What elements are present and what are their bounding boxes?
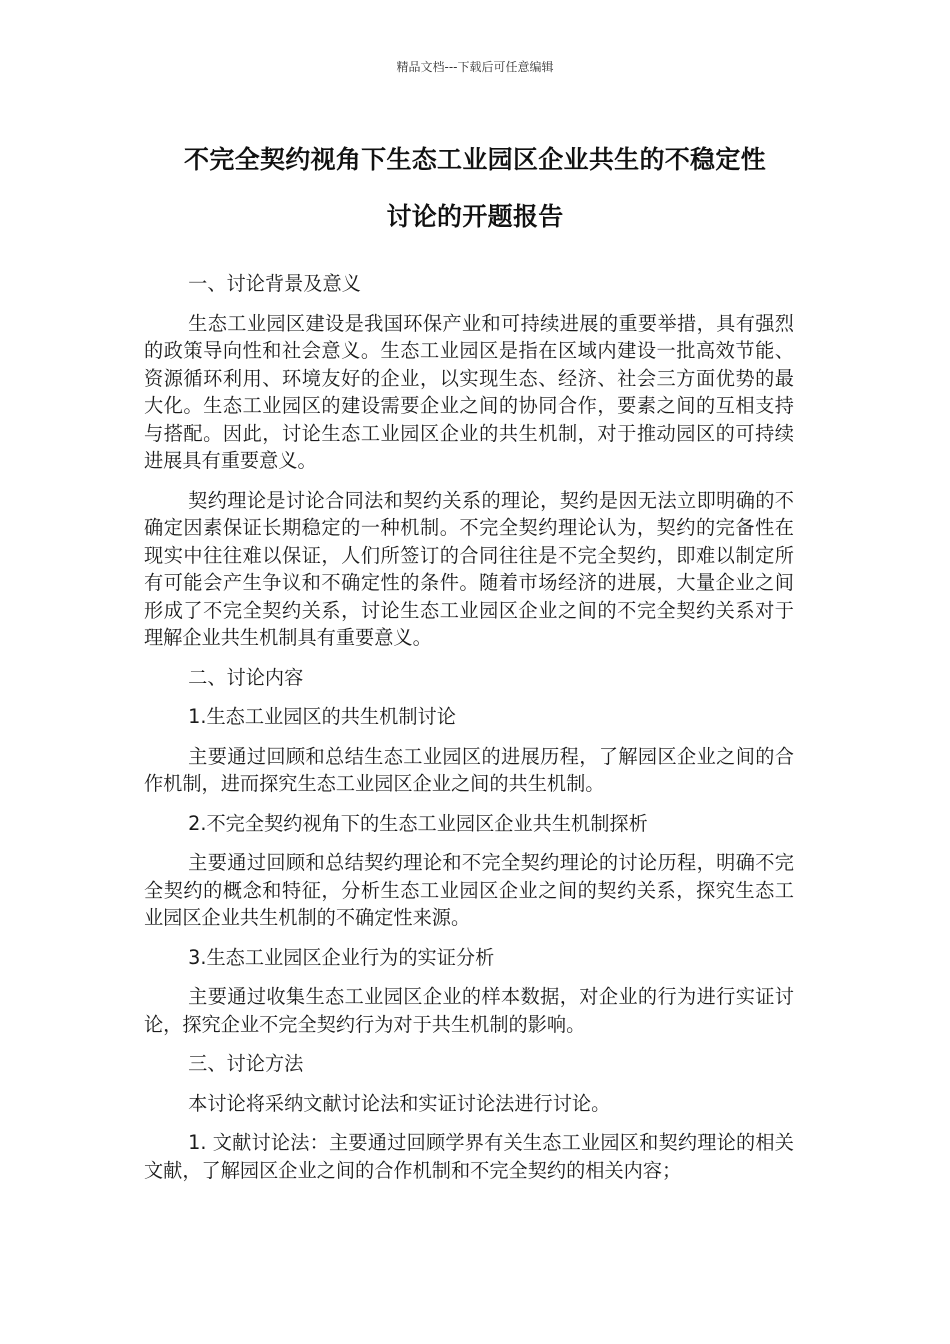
document-title-line-1: 不完全契约视角下生态工业园区企业共生的不稳定性 — [184, 145, 766, 174]
subheading-content-1: 1.生态工业园区的共生机制讨论 — [188, 705, 456, 728]
subheading-content-3: 3.生态工业园区企业行为的实证分析 — [188, 945, 495, 969]
paragraph-background-1: 生态工业园区建设是我国环保产业和可持续进展的重要举措，具有强烈的政策导向性和社会意义。生态工业园区是指在区域内建设一批高效节能、资源循环利用、环境友好的企业，以实现生态、经济、社会三方面优势的最大化。生态工业园区的建设需要企业之间的协同合作，要素之间的互相支持与搭配。因此，讨论生态工业园区企业的共生机制，对于推动园区的可持续进展具有重要意义。 — [144, 311, 794, 472]
header-note: 精品文档---下载后可任意编辑 — [396, 60, 554, 74]
document-body — [144, 270, 794, 1184]
section-heading-content: 二、讨论内容 — [188, 665, 304, 689]
section-heading-background: 一、讨论背景及意义 — [188, 272, 361, 295]
document-title-line-2: 讨论的开题报告 — [386, 202, 564, 231]
paragraph-background-2: 契约理论是讨论合同法和契约关系的理论，契约是因无法立即明确的不确定因素保证长期稳定的一种机制。不完全契约理论认为，契约的完备性在现实中往往难以保证，人们所签订的合同往往是不完全契约，即难以制定所有可能会产生争议和不确定性的条件。随着市场经济的进展，大量企业之间形成了不完全契约关系，讨论生态工业园区企业之间的不完全契约关系对于理解企业共生机制具有重要意义。 — [144, 488, 794, 649]
paragraph-methods-intro: 本讨论将采纳文献讨论法和实证讨论法进行讨论。 — [188, 1091, 611, 1115]
paragraph-content-3: 主要通过收集生态工业园区企业的样本数据，对企业的行为进行实证讨论，探究企业不完全契约行为对于共生机制的影响。 — [144, 985, 794, 1036]
paragraph-content-1: 主要通过回顾和总结生态工业园区的进展历程，了解园区企业之间的合作机制，进而探究生态工业园区企业之间的共生机制。 — [144, 744, 794, 795]
paragraph-content-2: 主要通过回顾和总结契约理论和不完全契约理论的讨论历程，明确不完全契约的概念和特征，分析生态工业园区企业之间的契约关系，探究生态工业园区企业共生机制的不确定性来源。 — [144, 851, 794, 929]
paragraph-methods-1: 1. 文献讨论法：主要通过回顾学界有关生态工业园区和契约理论的相关文献，了解园区企业之间的合作机制和不完全契约的相关内容； — [144, 1131, 794, 1182]
subheading-content-2: 2.不完全契约视角下的生态工业园区企业共生机制探析 — [188, 811, 648, 835]
section-heading-methods: 三、讨论方法 — [188, 1052, 304, 1075]
